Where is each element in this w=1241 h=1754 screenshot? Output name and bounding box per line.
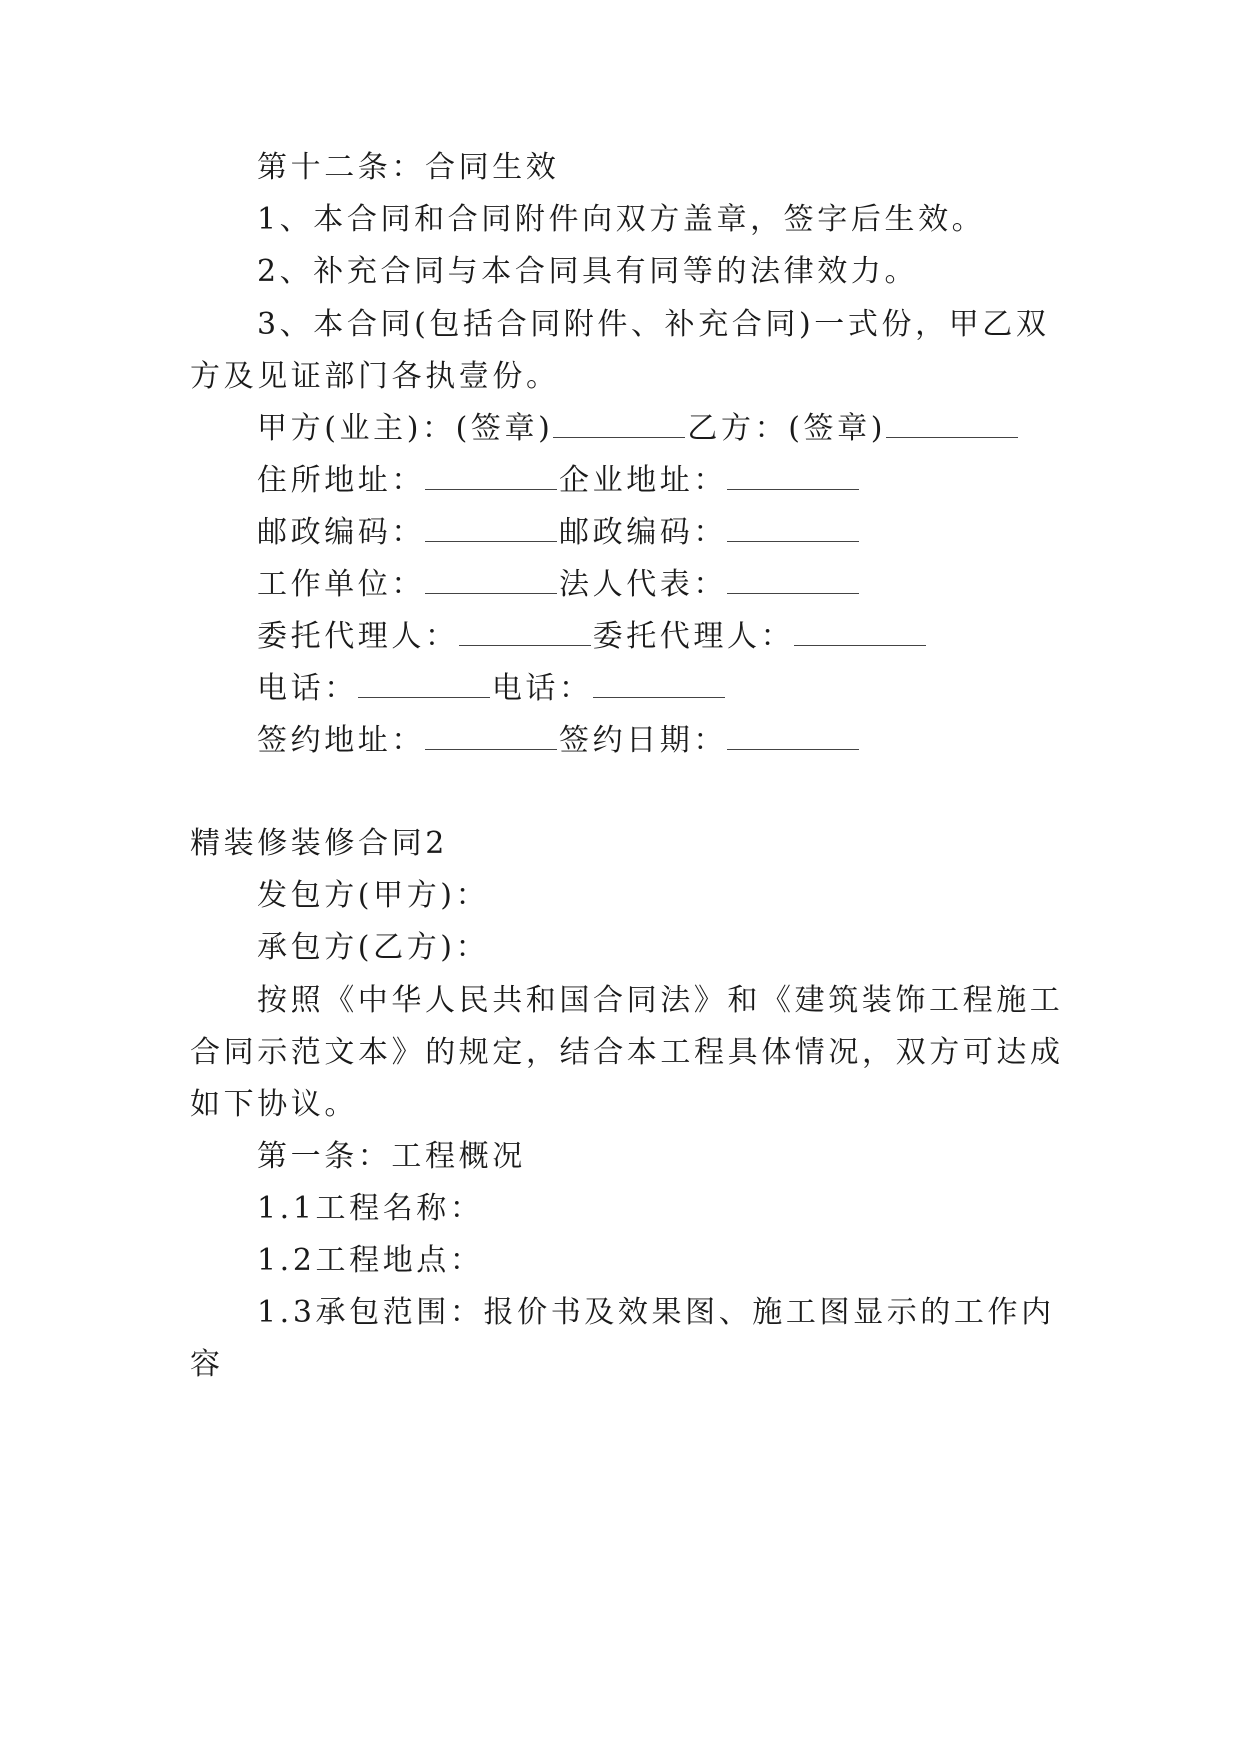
contractor-line: 承包方(乙方)： xyxy=(257,930,490,965)
party-a-label: 甲方(业主)：(签章) xyxy=(257,411,554,446)
signature-right-label: 企业地址： xyxy=(559,463,727,498)
signature-left-blank xyxy=(425,463,557,490)
signature-left-blank xyxy=(358,671,490,698)
article-12-item-2: 2、补充合同与本合同具有同等的法律效力。 xyxy=(257,254,919,289)
article-1-heading: 第一条：工程概况 xyxy=(257,1139,526,1174)
signature-right-blank xyxy=(727,515,859,542)
contract-2-title: 精装修装修合同2 xyxy=(190,826,448,861)
signature-left-label: 工作单位： xyxy=(257,567,425,602)
article-12-item-3-line-2: 方及见证部门各执壹份。 xyxy=(190,359,560,394)
party-b-signature-blank xyxy=(886,411,1018,438)
signature-left-label: 委托代理人： xyxy=(257,619,459,654)
article-12-item-1: 1、本合同和合同附件向双方盖章，签字后生效。 xyxy=(257,202,986,237)
party-b-label: 乙方：(签章) xyxy=(687,411,887,446)
signature-right-label: 法人代表： xyxy=(559,567,727,602)
signature-left-blank xyxy=(425,723,557,750)
signature-right-label: 签约日期： xyxy=(559,723,727,758)
preamble-line-1: 按照《中华人民共和国合同法》和《建筑装饰工程施工 xyxy=(257,983,1064,1018)
item-1-3-line-1: 1.3承包范围：报价书及效果图、施工图显示的工作内 xyxy=(257,1295,1055,1330)
signature-row xyxy=(0,565,1241,605)
signature-row xyxy=(0,669,1241,709)
employer-line: 发包方(甲方)： xyxy=(257,878,490,913)
preamble-line-2: 合同示范文本》的规定，结合本工程具体情况，双方可达成 xyxy=(190,1035,1064,1070)
preamble-line-3: 如下协议。 xyxy=(190,1087,358,1122)
signature-right-label: 电话： xyxy=(491,671,593,706)
signature-right-label: 委托代理人： xyxy=(592,619,795,654)
item-1-3-line-2: 容 xyxy=(190,1347,224,1382)
signature-left-blank xyxy=(459,619,591,646)
signature-row xyxy=(0,461,1241,501)
signature-row xyxy=(0,617,1241,657)
article-12-heading: 第十二条：合同生效 xyxy=(257,150,560,185)
signature-left-label: 住所地址： xyxy=(257,463,425,498)
party-a-signature-blank xyxy=(553,411,685,438)
item-1-2: 1.2工程地点： xyxy=(257,1243,484,1278)
signature-right-blank xyxy=(727,463,859,490)
signature-right-blank xyxy=(794,619,926,646)
signature-right-label: 邮政编码： xyxy=(559,515,727,550)
signature-left-label: 邮政编码： xyxy=(257,515,425,550)
signature-parties-row xyxy=(0,409,1241,449)
signature-right-blank xyxy=(593,671,725,698)
signature-right-blank xyxy=(727,723,859,750)
signature-left-blank xyxy=(425,567,557,594)
item-1-1: 1.1工程名称： xyxy=(257,1191,484,1226)
signature-right-blank xyxy=(727,567,859,594)
signature-left-label: 签约地址： xyxy=(257,723,425,758)
article-12-item-3-line-1: 3、本合同(包括合同附件、补充合同)一式份，甲乙双 xyxy=(257,307,1050,342)
signature-row xyxy=(0,721,1241,761)
signature-left-label: 电话： xyxy=(257,671,358,706)
signature-row xyxy=(0,513,1241,553)
signature-left-blank xyxy=(425,515,557,542)
